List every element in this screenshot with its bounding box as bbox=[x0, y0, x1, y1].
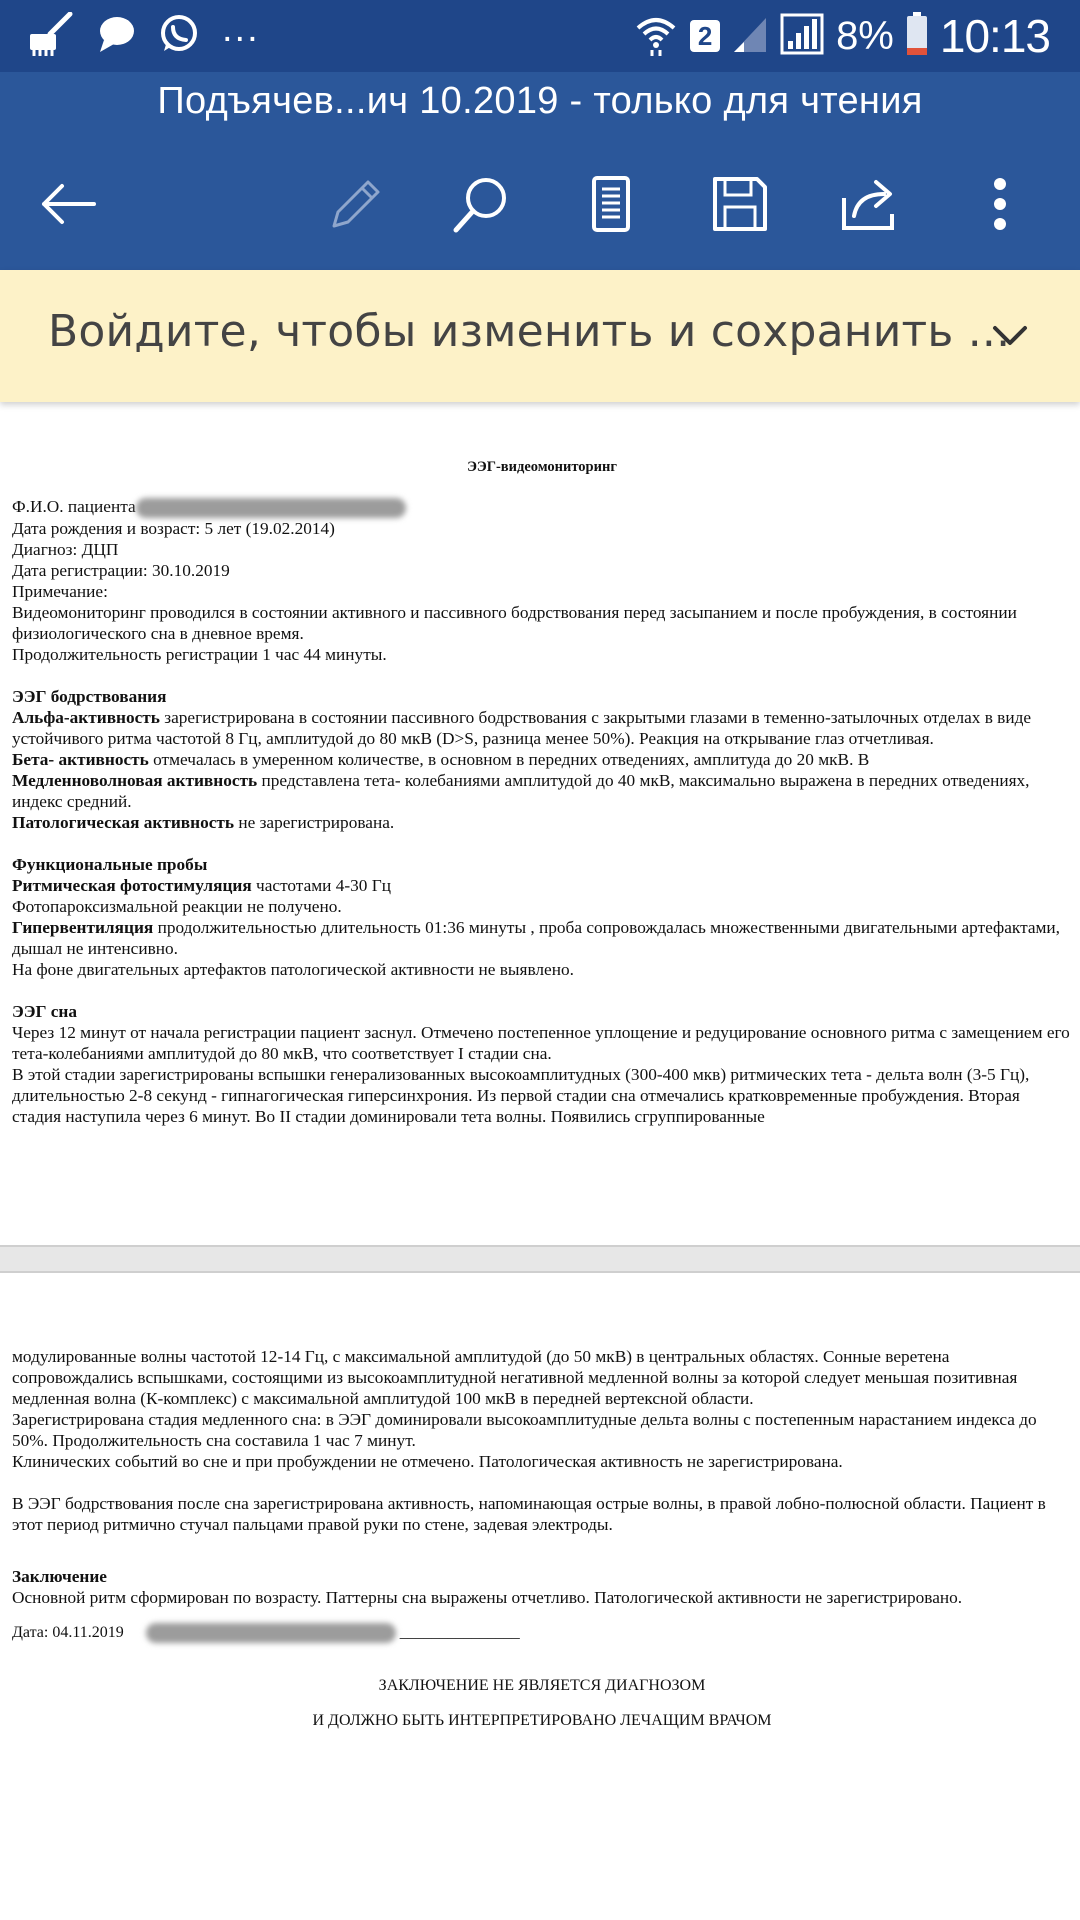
alpha-paragraph bbox=[12, 707, 1072, 749]
page-break bbox=[0, 1245, 1080, 1273]
more-notifications: ... bbox=[222, 7, 260, 50]
signal-weak-icon bbox=[732, 14, 768, 59]
broom-icon bbox=[26, 12, 74, 61]
disclaimer-2: И ДОЛЖНО БЫТЬ ИНТЕРПРЕТИРОВАНО ЛЕЧАЩИМ ВРАЧОМ bbox=[312, 1712, 772, 1730]
edit-button[interactable] bbox=[314, 164, 394, 244]
hyperventilation-result: На фоне двигательных артефактов патологической активности не выявлено. bbox=[12, 960, 574, 980]
clock: 10:13 bbox=[939, 10, 1050, 62]
page2-paragraph-4: В ЭЭГ бодрствования после сна зарегистрирована активность, напоминающая острые волны, в правой лобно-полюсной области. Пациент в этот период ритмично стучал пальцами правой руки по стене, задевая электроды. bbox=[12, 1494, 1046, 1534]
hyperventilation-text: продолжительностью длительность 01:36 минуты , проба сопровождалась множественными двигательными артефактами, дышал не интенсивно. bbox=[12, 918, 1061, 959]
battery-percent: 8% bbox=[836, 13, 894, 58]
disclaimer-1: ЗАКЛЮЧЕНИЕ НЕ ЯВЛЯЕТСЯ ДИАГНОЗОМ bbox=[378, 1677, 706, 1695]
more-vertical-icon bbox=[990, 176, 1010, 232]
page2-paragraph-1: модулированные волны частотой 12-14 Гц, с максимальной амплитудой (до 50 мкВ) в центральных областях. Сонные веретена сопровождались вспышками, состоящими из высокоамплитудной негативной медленной волны за которой следует меньшая позитивная медленная волна (К-комплекс) с максимальной амплитудой 100 мкВ в передней вертексной области. bbox=[12, 1347, 1018, 1408]
photostim-label: Ритмическая фотостимуляция bbox=[12, 876, 252, 896]
notification-icons bbox=[26, 7, 260, 60]
redacted-signature bbox=[146, 1623, 396, 1643]
arrow-left-icon bbox=[38, 182, 98, 226]
document-title: Подъячев...ич 10.2019 - только для чтения bbox=[157, 80, 923, 122]
signal-full-icon bbox=[780, 13, 824, 60]
patient-name-line bbox=[12, 496, 1072, 518]
functional-tests-title: Функциональные пробы bbox=[12, 855, 208, 875]
slow-wave-text: представлена тета- колебаниями амплитудой до 40 мкВ, максимально выражена в передних отведениях, индекс средний. bbox=[12, 771, 1030, 812]
chat-bubble-icon bbox=[96, 14, 136, 59]
conclusion-text: Основной ритм сформирован по возрасту. Паттерны сна выражены отчетливо. Патологической активности не зарегистрировано. bbox=[12, 1588, 963, 1607]
document-page-1 bbox=[12, 402, 1072, 1127]
status-bar bbox=[0, 0, 1080, 72]
expand-banner-button[interactable] bbox=[980, 306, 1040, 366]
note-line: Примечание: bbox=[12, 582, 108, 602]
slow-wave-paragraph bbox=[12, 770, 1072, 812]
page2-paragraph-2: Зарегистрирована стадия медленного сна: в ЭЭГ доминировали высокоамплитудные дельта волны с постепенным нарастанием индекса до 50%. Продолжительность сна составила 1 час 7 минут. bbox=[12, 1410, 1037, 1450]
more-options-button[interactable] bbox=[960, 164, 1040, 244]
alpha-text: зарегистрирована в состоянии пассивного бодрствования с закрытыми глазами в теменно-затылочных отделах в виде устойчивого ритма частотой 8 Гц, амплитудой до 80 мкВ (D>S, разница менее 50%). Реакция на открывание глаз отчетливая. bbox=[12, 708, 1032, 749]
wifi-icon bbox=[634, 12, 678, 61]
birth-line: Дата рождения и возраст: 5 лет (19.02.2014) bbox=[12, 519, 335, 539]
pathology-text: не зарегистрирована. bbox=[234, 813, 395, 833]
mobile-view-button[interactable] bbox=[571, 164, 651, 244]
alpha-label: Альфа-активность bbox=[12, 708, 160, 728]
intro-paragraph: Видеомониторинг проводился в состоянии активного и пассивного бодрствования перед засыпанием и после пробуждения, в состоянии физиологического сна в дневное время. bbox=[12, 603, 1017, 644]
battery-low-icon bbox=[906, 12, 928, 61]
mobile-view-icon bbox=[591, 175, 631, 233]
document-page-2 bbox=[12, 1346, 1072, 1731]
slow-wave-label: Медленноволновая активность bbox=[12, 771, 258, 791]
whatsapp-icon bbox=[158, 13, 200, 60]
patient-label: Ф.И.О. пациента bbox=[12, 497, 136, 516]
chevron-down-icon bbox=[992, 325, 1028, 347]
diagnosis-line: Диагноз: ДЦП bbox=[12, 540, 119, 560]
share-button[interactable] bbox=[830, 164, 910, 244]
hyperventilation-paragraph bbox=[12, 917, 1072, 959]
photostim-text: частотами 4-30 Гц bbox=[251, 876, 391, 896]
floppy-disk-icon bbox=[711, 175, 769, 233]
sign-in-banner[interactable] bbox=[0, 270, 1080, 402]
page2-paragraph-3: Клинических событий во сне и при пробуждении не отмечено. Патологическая активность не зарегистрирована. bbox=[12, 1452, 843, 1471]
photostim-paragraph bbox=[12, 875, 1072, 896]
redacted-name bbox=[136, 498, 406, 518]
pencil-icon bbox=[326, 176, 382, 232]
beta-text: отмечалась в умеренном количестве, в основном в передних отведениях, амплитуда до 20 мкВ. В bbox=[148, 750, 870, 770]
system-icons bbox=[634, 8, 1050, 64]
document-heading: ЭЭГ-видеомониторинг bbox=[467, 459, 617, 475]
sign-in-message[interactable]: Войдите, чтобы изменить и сохранить ... bbox=[48, 306, 1011, 357]
pathology-paragraph bbox=[12, 812, 1072, 833]
back-button[interactable] bbox=[28, 164, 108, 244]
registration-line: Дата регистрации: 30.10.2019 bbox=[12, 561, 230, 581]
date-line: Дата: 04.11.2019 bbox=[12, 1624, 124, 1641]
app-bar bbox=[0, 72, 1080, 270]
photostim-result: Фотопароксизмальной реакции не получено. bbox=[12, 897, 342, 917]
sleep-paragraph-1: Через 12 минут от начала регистрации пациент заснул. Отмечено постепенное уплощение и редуцирование основного ритма с замещением его тета-колебаниями амплитудой до 80 мкВ, что соответствует I стадии сна. bbox=[12, 1023, 1070, 1064]
search-button[interactable] bbox=[442, 164, 522, 244]
beta-label: Бета- активность bbox=[12, 750, 149, 770]
sleep-section-title: ЭЭГ сна bbox=[12, 1002, 78, 1022]
signature-line bbox=[12, 1622, 1072, 1643]
sim-badge: 2 bbox=[690, 20, 720, 52]
hyperventilation-label: Гипервентиляция bbox=[12, 918, 154, 938]
share-icon bbox=[840, 176, 900, 232]
signature-underline: _______________ bbox=[399, 1624, 520, 1641]
search-icon bbox=[452, 174, 512, 234]
wake-section-title: ЭЭГ бодрствования bbox=[12, 687, 167, 707]
beta-paragraph bbox=[12, 749, 1072, 770]
conclusion-title: Заключение bbox=[12, 1567, 107, 1586]
sleep-paragraph-2: В этой стадии зарегистрированы вспышки генерализованных высокоамплитудных (300-400 мкв) ритмических тета - дельта волн (3-5 Гц), длительностью 2-8 секунд - гипнагогическая гиперсинхрония. Из первой стадии сна отмечались кратковременные пробуждения. Вторая стадия наступила через 6 минут. Во II стадии доминировали тета волны. Появились сгруппированные bbox=[12, 1065, 1030, 1127]
save-button[interactable] bbox=[700, 164, 780, 244]
duration-line: Продолжительность регистрации 1 час 44 минуты. bbox=[12, 645, 387, 665]
pathology-label: Патологическая активность bbox=[12, 813, 235, 833]
